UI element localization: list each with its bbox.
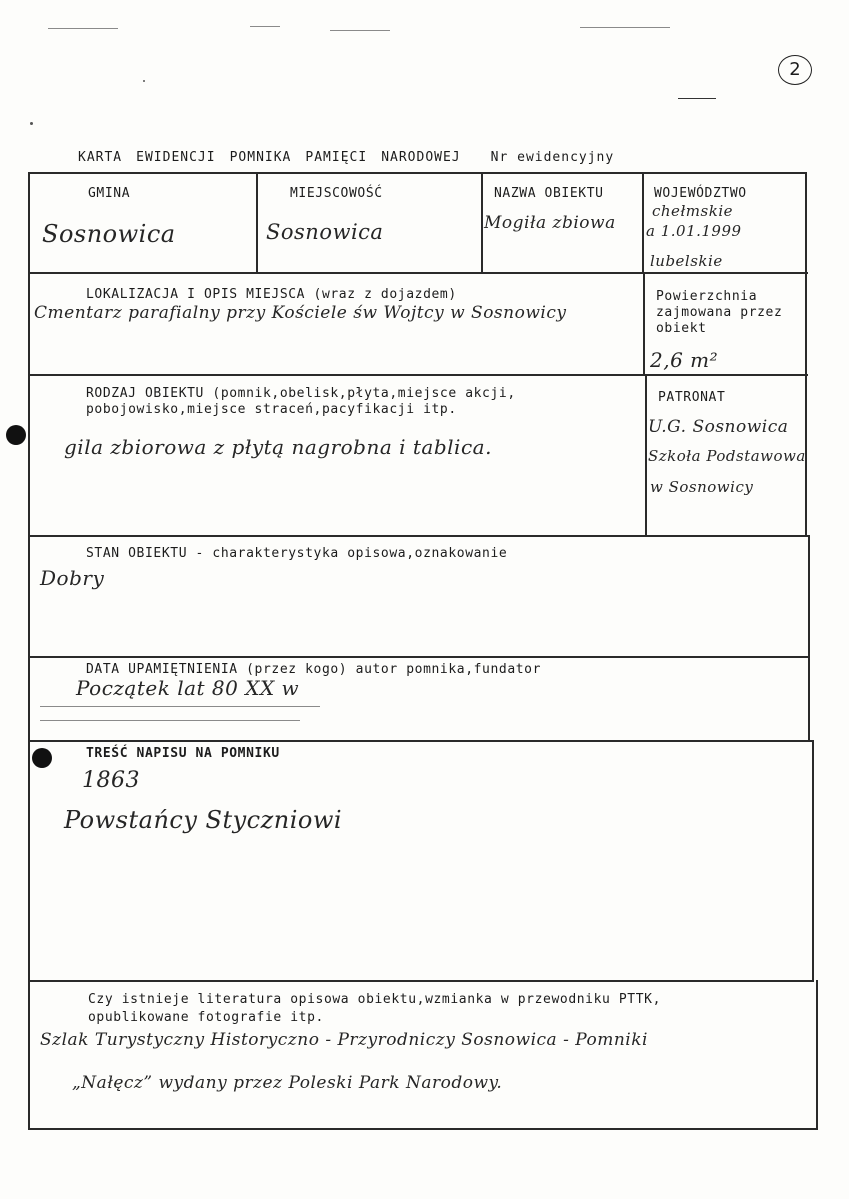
scan-noise xyxy=(250,26,280,27)
stan-obiektu-label: STAN OBIEKTU - charakterystyka opisowa,oznakowanie xyxy=(86,546,508,561)
gmina-value: Sosnowica xyxy=(42,220,176,248)
table-border xyxy=(28,272,808,274)
scan-noise xyxy=(678,98,716,99)
tresc-napisu-label: TREŚĆ NAPISU NA POMNIKU xyxy=(86,746,280,761)
rodzaj-obiektu-label: pobojowisko,miejsce straceń,pacyfikacji itp. xyxy=(86,402,457,417)
wojewodztwo-date: a 1.01.1999 xyxy=(646,222,742,240)
header-word: KARTA xyxy=(78,150,123,165)
header-word: NARODOWEJ xyxy=(381,150,461,165)
rodzaj-obiektu-label: RODZAJ OBIEKTU (pomnik,obelisk,płyta,miejsce akcji, xyxy=(86,386,516,401)
scan-noise xyxy=(40,706,320,707)
table-border xyxy=(643,272,645,374)
table-border xyxy=(481,172,483,272)
patronat-label: PATRONAT xyxy=(658,390,726,405)
table-border xyxy=(256,172,258,272)
table-border xyxy=(816,980,818,1130)
nazwa-obiektu-label: NAZWA OBIEKTU xyxy=(494,186,604,201)
gmina-label: GMINA xyxy=(88,186,131,201)
tresc-napisu-text: Powstańcy Styczniowi xyxy=(64,806,343,834)
header-word: EWIDENCJI xyxy=(136,150,216,165)
rodzaj-obiektu-value: gila zbiorowa z płytą nagrobna i tablica. xyxy=(64,435,492,459)
scan-noise xyxy=(48,28,118,29)
punch-hole-mark xyxy=(6,425,26,445)
page-number: 2 xyxy=(778,55,812,85)
wojewodztwo-label: WOJEWÓDZTWO xyxy=(654,186,747,201)
stan-obiektu-value: Dobry xyxy=(40,566,105,590)
table-border xyxy=(28,1128,818,1130)
literatura-value: „Nałęcz” wydany przez Poleski Park Narodowy. xyxy=(72,1073,503,1093)
punch-hole-mark xyxy=(32,748,52,768)
scan-noise xyxy=(330,30,390,31)
record-number-label: Nr ewidencyjny xyxy=(490,150,615,165)
table-border xyxy=(28,980,814,982)
table-border xyxy=(28,740,812,742)
table-border xyxy=(645,374,647,536)
lokalizacja-value: Cmentarz parafialny przy Kościele św Wojtcy w Sosnowicy xyxy=(34,303,567,323)
powierzchnia-value: 2,6 m² xyxy=(650,348,719,372)
nazwa-obiektu-value: Mogiła zbiowa xyxy=(484,213,616,233)
powierzchnia-label: Powierzchnia xyxy=(656,289,758,304)
wojewodztwo-value: chełmskie xyxy=(652,202,733,220)
miejscowosc-value: Sosnowica xyxy=(266,220,384,244)
patronat-value: U.G. Sosnowica xyxy=(648,417,789,437)
lokalizacja-label: LOKALIZACJA I OPIS MIEJSCA (wraz z dojazdem) xyxy=(86,287,457,302)
literatura-label: Czy istnieje literatura opisowa obiektu,wzmianka w przewodniku PTTK, xyxy=(88,992,662,1007)
scan-noise xyxy=(580,27,670,28)
table-border xyxy=(28,374,808,376)
scan-noise xyxy=(143,80,145,82)
header-word: POMNIKA xyxy=(229,150,292,165)
table-border xyxy=(28,535,810,537)
table-border xyxy=(805,172,807,536)
header-word: PAMIĘCI xyxy=(305,150,368,165)
miejscowosc-label: MIEJSCOWOŚĆ xyxy=(290,186,383,201)
table-border xyxy=(808,536,810,742)
table-border xyxy=(28,656,810,658)
table-border xyxy=(812,740,814,980)
scan-noise xyxy=(30,122,33,125)
form-header xyxy=(78,150,628,165)
table-border xyxy=(28,172,806,174)
tresc-napisu-year: 1863 xyxy=(82,768,140,793)
powierzchnia-label: obiekt xyxy=(656,321,707,336)
scan-noise xyxy=(40,720,300,721)
patronat-value: Szkoła Podstawowa xyxy=(648,447,806,465)
powierzchnia-label: zajmowana przez xyxy=(656,305,783,320)
wojewodztwo-new-value: lubelskie xyxy=(650,252,723,270)
table-border xyxy=(642,172,644,272)
literatura-value: Szlak Turystyczny Historyczno - Przyrodniczy Sosnowica - Pomniki xyxy=(40,1030,648,1050)
data-upamietnienia-label: DATA UPAMIĘTNIENIA (przez kogo) autor pomnika,fundator xyxy=(86,662,542,677)
literatura-label: opublikowane fotografie itp. xyxy=(88,1010,324,1025)
data-upamietnienia-value: Początek lat 80 XX w xyxy=(76,676,300,700)
table-border xyxy=(28,172,30,1130)
patronat-value: w Sosnowicy xyxy=(650,478,754,496)
